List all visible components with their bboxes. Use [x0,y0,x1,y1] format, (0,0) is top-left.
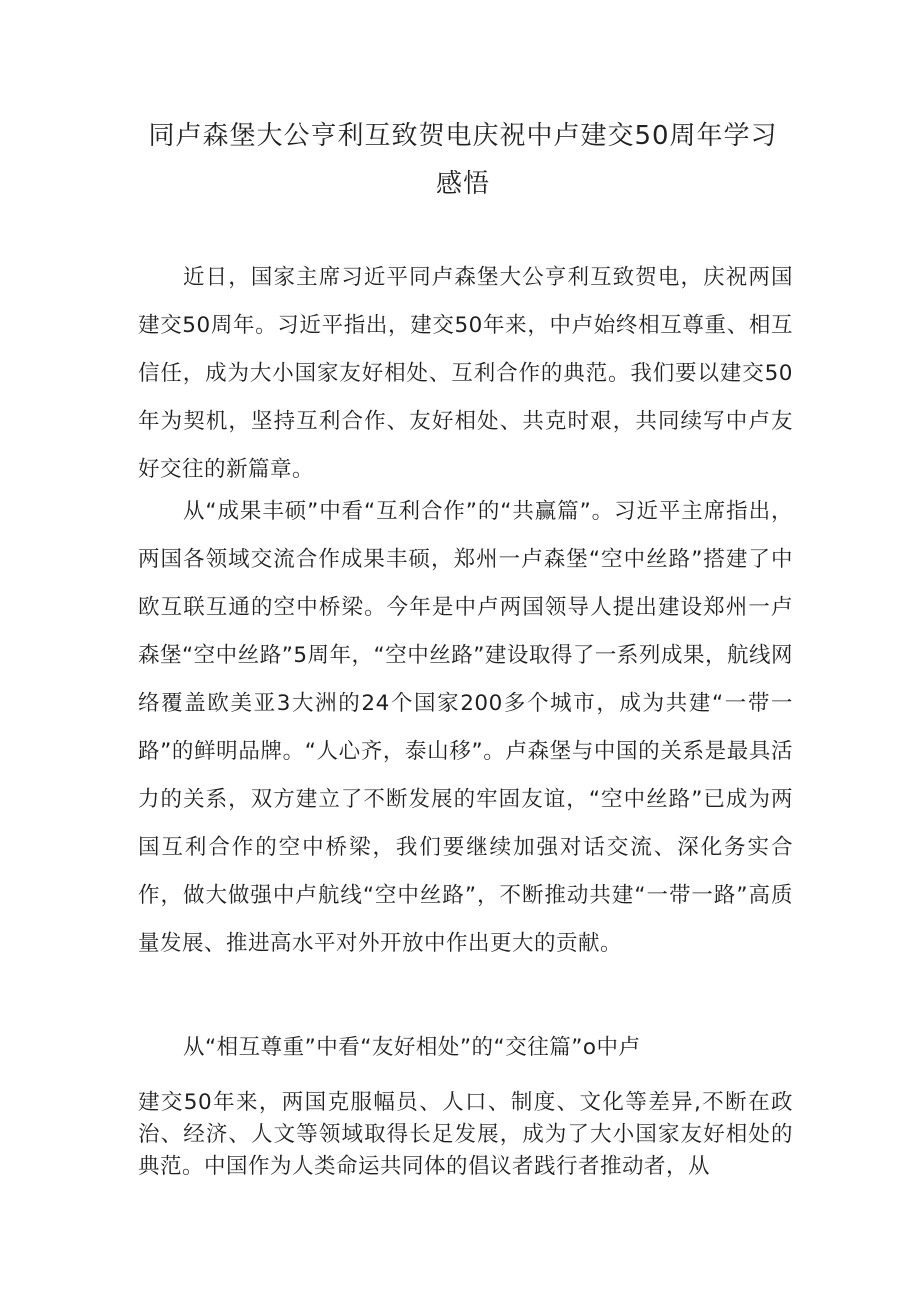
paragraph-1: 近日，国家主席习近平同卢森堡大公亨利互致贺电，庆祝两国建交50周年。习近平指出，建交50年来，中卢始终相互尊重、相互信任，成为大小国家友好相处、互利合作的典范。我们要以建交50年为契机，坚持互利合作、友好相处、共克时艰，共同续写中卢友好交往的新篇章。 [138,265,793,482]
document-title: 同卢森堡大公亨利互致贺电庆祝中卢建交50周年学习感悟 [148,121,778,199]
paragraph-2: 从“成果丰硕”中看“互利合作”的“共赢篇”。习近平主席指出，两国各领域交流合作成果丰硕，郑州一卢森堡“空中丝路”搭建了中欧互联互通的空中桥梁。今年是中卢两国领导人提出建设郑州一卢森堡“空中丝路”5周年，“空中丝路”建设取得了一系列成果，航线网络覆盖欧美亚3大洲的24个国家200多个城市，成为共建“一带一路”的鲜明品牌。“人心齐，泰山移”。卢森堡与中国的关系是最具活力的关系，双方建立了不断发展的牢固友谊，“空中丝路”已成为两国互利合作的空中桥梁，我们要继续加强对话交流、深化务实合作，做大做强中卢航线“空中丝路”，不断推动共建“一带一路”高质量发展、推进高水平对外开放中作出更大的贡献。 [138,499,793,956]
paragraph-4: 建交50年来，两国克服幅员、人口、制度、文化等差异,不断在政治、经济、人文等领域取得长足发展，成为了大小国家友好相处的典范。中国作为人类命运共同体的倡议者践行者推动者，从 [138,1090,793,1179]
paragraph-3: 从“相互尊重”中看“友好相处”的“交往篇”o中卢 [183,1035,641,1060]
